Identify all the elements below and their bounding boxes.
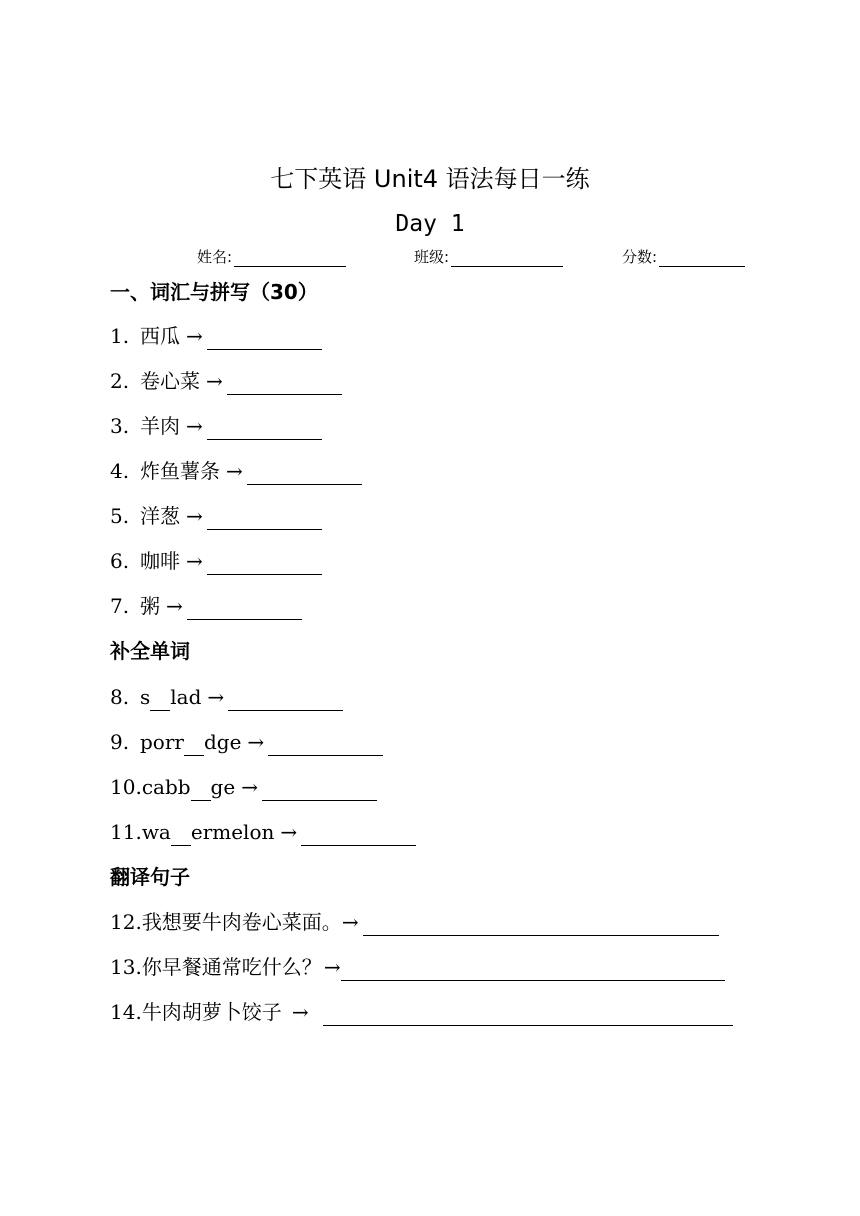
arrow-icon: → [226, 459, 243, 483]
item-word: 羊肉 [140, 414, 180, 438]
class-label: 班级: [414, 248, 450, 266]
word-suffix: ge [210, 775, 236, 799]
page-title: 七下英语 Unit4 语法每日一练 [270, 165, 590, 193]
vocab-item [110, 457, 362, 485]
answer-blank[interactable] [207, 417, 322, 440]
answer-blank[interactable] [207, 552, 322, 575]
word-prefix: wa [141, 820, 171, 844]
answer-blank[interactable] [341, 958, 725, 981]
item-word: 炸鱼薯条 [140, 459, 220, 483]
word-suffix: lad [170, 685, 202, 709]
item-word: 粥 [140, 594, 160, 618]
sentence-text: 我想要牛肉卷心菜面。 [141, 910, 342, 934]
word-prefix: porr [140, 730, 184, 754]
item-word: 卷心菜 [140, 369, 200, 393]
arrow-icon: → [207, 685, 225, 709]
word-suffix: ermelon [190, 820, 275, 844]
spelling-item [110, 818, 416, 846]
class-blank[interactable] [451, 248, 563, 267]
name-field[interactable] [197, 246, 346, 267]
arrow-icon: → [241, 775, 258, 799]
arrow-icon: → [323, 955, 341, 979]
item-number: 8. [110, 685, 130, 709]
item-number: 5. [110, 504, 130, 528]
sentence-text: 你早餐通常吃什么？ [141, 955, 322, 979]
arrow-icon: → [186, 414, 203, 438]
item-number: 4. [110, 459, 130, 483]
item-word: 咖啡 [140, 549, 180, 573]
item-number: 2. [110, 369, 130, 393]
arrow-icon: → [186, 549, 203, 573]
answer-blank[interactable] [323, 1003, 733, 1026]
score-label: 分数: [622, 248, 658, 266]
answer-blank[interactable] [207, 327, 322, 350]
arrow-icon: → [280, 820, 298, 844]
vocab-item [110, 322, 322, 350]
item-number: 12. [110, 910, 142, 934]
item-word: 西瓜 [140, 324, 180, 348]
letter-blank[interactable] [191, 778, 211, 801]
arrow-icon: → [291, 1000, 309, 1024]
vocab-item [110, 412, 322, 440]
answer-blank[interactable] [363, 913, 719, 936]
vocab-item [110, 547, 322, 575]
answer-blank[interactable] [227, 372, 342, 395]
item-number: 1. [110, 324, 130, 348]
item-number: 14. [110, 1000, 142, 1024]
name-label: 姓名: [197, 248, 233, 266]
word-prefix: cabb [141, 775, 191, 799]
arrow-icon: → [186, 324, 203, 348]
translation-item [110, 998, 733, 1026]
arrow-icon: → [166, 594, 183, 618]
spelling-item [110, 683, 343, 711]
item-number: 10. [110, 775, 142, 799]
answer-blank[interactable] [207, 507, 322, 530]
letter-blank[interactable] [150, 688, 170, 711]
answer-blank[interactable] [301, 823, 416, 846]
word-prefix: s [140, 685, 151, 709]
item-word: 洋葱 [140, 504, 180, 528]
arrow-icon: → [247, 730, 265, 754]
answer-blank[interactable] [247, 462, 362, 485]
vocab-item [110, 367, 342, 395]
item-number: 9. [110, 730, 130, 754]
letter-blank[interactable] [171, 823, 191, 846]
translation-item [110, 908, 719, 936]
translation-item [110, 953, 725, 981]
vocab-item [110, 502, 322, 530]
item-number: 13. [110, 955, 142, 979]
section-spelling-title: 补全单词 [110, 639, 190, 663]
sentence-text: 牛肉胡萝卜饺子 [141, 1000, 282, 1024]
item-number: 3. [110, 414, 130, 438]
spelling-item [110, 728, 383, 756]
item-number: 11. [110, 820, 142, 844]
class-field[interactable] [414, 246, 563, 267]
answer-blank[interactable] [262, 778, 377, 801]
item-number: 6. [110, 549, 130, 573]
score-field[interactable] [622, 246, 745, 267]
score-blank[interactable] [659, 248, 745, 267]
word-suffix: dge [203, 730, 242, 754]
student-info-row [0, 246, 860, 270]
letter-blank[interactable] [184, 733, 204, 756]
page-subtitle: Day 1 [395, 211, 465, 237]
name-blank[interactable] [234, 248, 346, 267]
answer-blank[interactable] [228, 688, 343, 711]
section-translation-title: 翻译句子 [110, 865, 190, 889]
section-vocabulary-title: 一、词汇与拼写（30） [110, 280, 318, 304]
arrow-icon: → [341, 910, 359, 934]
answer-blank[interactable] [268, 733, 383, 756]
arrow-icon: → [186, 504, 203, 528]
answer-blank[interactable] [187, 597, 302, 620]
spelling-item [110, 773, 377, 801]
arrow-icon: → [206, 369, 223, 393]
item-number: 7. [110, 594, 130, 618]
vocab-item [110, 592, 302, 620]
